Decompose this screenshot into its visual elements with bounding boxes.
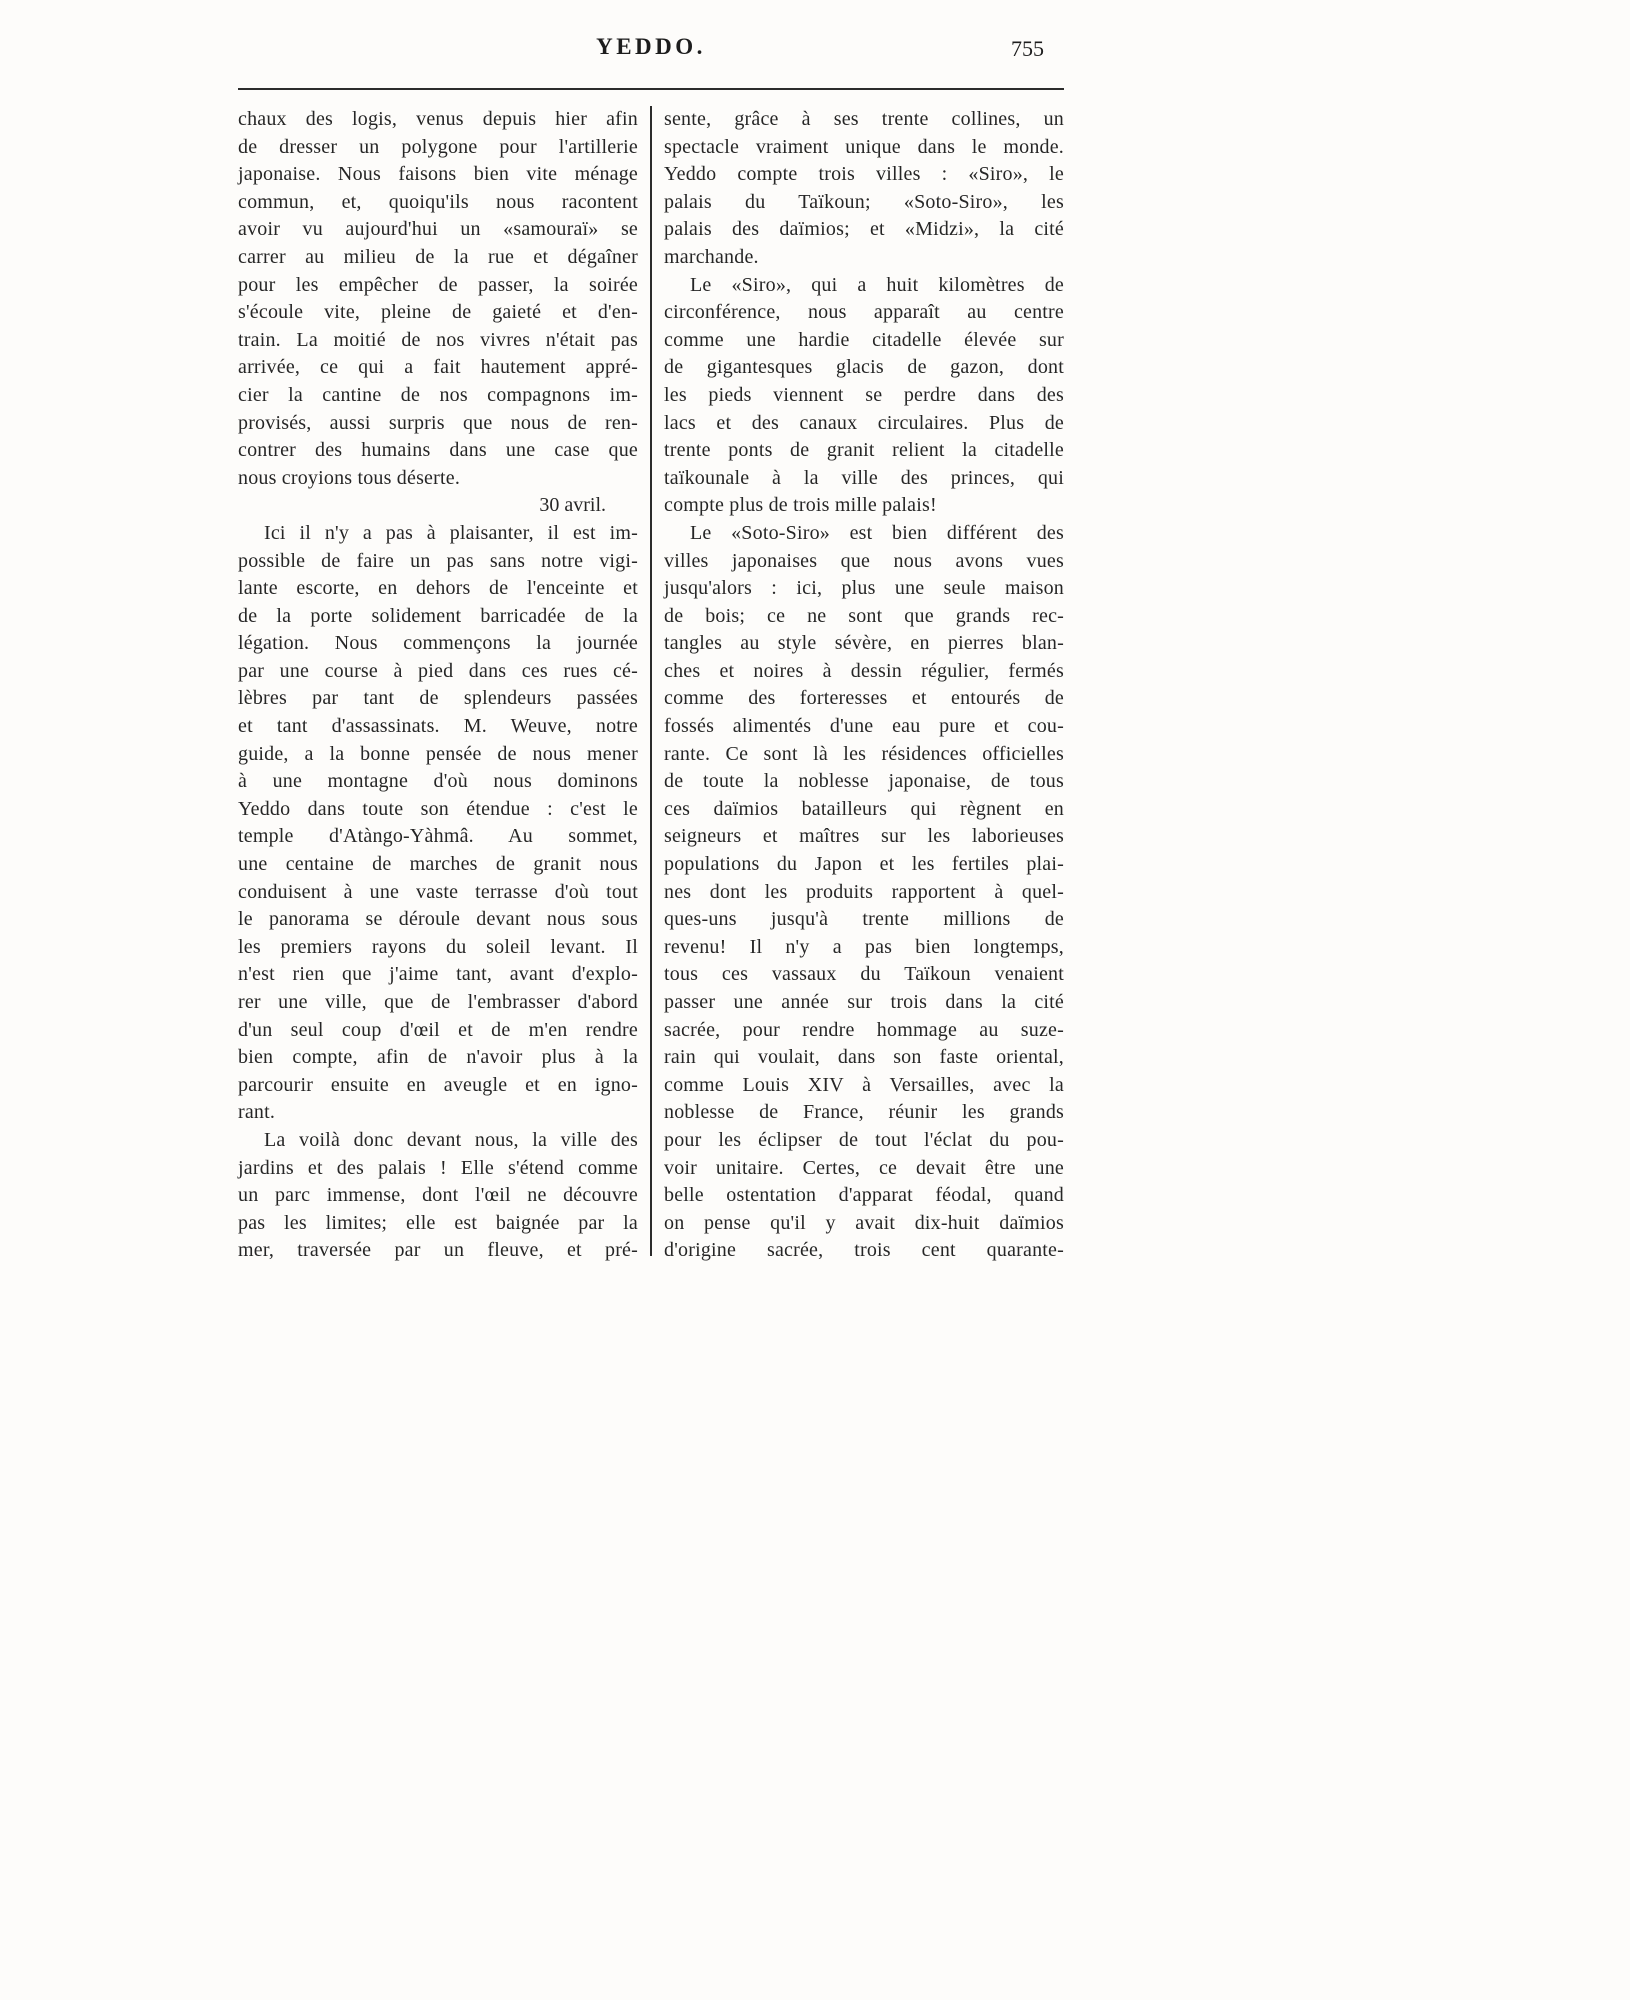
text-line: palais du Taïkoun; «Soto-Siro», les: [664, 190, 1064, 213]
text-line: rant.: [238, 1101, 276, 1124]
text-line: par une course à pied dans ces rues cé-: [238, 659, 638, 682]
text-line: compte plus de trois mille palais!: [664, 494, 937, 517]
text-line: comme une hardie citadelle élevée sur: [664, 328, 1064, 351]
text-line: voir unitaire. Certes, ce devait être une: [664, 1156, 1064, 1179]
text-line: belle ostentation d'apparat féodal, quand: [664, 1184, 1064, 1207]
text-line: guide, a la bonne pensée de nous mener: [238, 742, 638, 765]
text-line: mer, traversée par un fleuve, et pré-: [238, 1239, 638, 1262]
text-line: nes dont les produits rapportent à quel-: [664, 880, 1064, 903]
page-number: 755: [1011, 36, 1044, 61]
text-line: tangles au style sévère, en pierres blan-: [664, 632, 1064, 655]
dateline: 30 avril.: [539, 494, 606, 517]
text-line: conduisent à une vaste terrasse d'où tout: [238, 880, 638, 903]
text-line: d'origine sacrée, trois cent quarante-: [664, 1239, 1064, 1262]
text-line: rante. Ce sont là les résidences officielles: [664, 742, 1064, 765]
text-line: ches et noires à dessin régulier, fermés: [664, 659, 1064, 682]
text-line: sacrée, pour rendre hommage au suze-: [664, 1018, 1064, 1041]
text-line: rain qui voulait, dans son faste oriental,: [664, 1046, 1064, 1069]
column-gap: [638, 106, 664, 1265]
text-line: train. La moitié de nos vivres n'était pas: [238, 328, 638, 351]
text-line: passer une année sur trois dans la cité: [664, 991, 1064, 1013]
text-line: carrer au milieu de la rue et dégaîner: [238, 245, 638, 268]
text-line: de toute la noblesse japonaise, de tous: [664, 770, 1064, 793]
text-line: seigneurs et maîtres sur les laborieuses: [664, 825, 1064, 848]
text-line: comme Louis XIV à Versailles, avec la: [664, 1073, 1064, 1096]
text-line: sente, grâce à ses trente collines, un: [664, 108, 1064, 130]
text-line: de gigantesques glacis de gazon, dont: [664, 356, 1064, 379]
text-line: une centaine de marches de granit nous: [238, 853, 638, 876]
text-line: palais des daïmios; et «Midzi», la cité: [664, 218, 1064, 241]
text-line: Yeddo compte trois villes : «Siro», le: [664, 163, 1064, 186]
paragraph: [664, 106, 1064, 272]
text-line: villes japonaises que nous avons vues: [664, 549, 1064, 572]
text-line: commun, et, quoiqu'ils nous racontent: [238, 190, 638, 213]
text-line: le panorama se déroule devant nous sous: [238, 908, 638, 931]
text-line: noblesse de France, réunir les grands: [664, 1101, 1064, 1124]
text-line: marchande.: [664, 245, 759, 268]
text-line: fossés alimentés d'une eau pure et cou-: [664, 715, 1064, 738]
text-line: un parc immense, dont l'œil ne découvre: [238, 1184, 638, 1207]
text-line: provisés, aussi surpris que nous de ren-: [238, 411, 638, 434]
text-line: Le «Siro», qui a huit kilomètres de: [690, 273, 1064, 296]
page-header: [238, 34, 1064, 66]
running-title: YEDDO.: [596, 34, 706, 59]
text-line: La voilà donc devant nous, la ville des: [264, 1128, 638, 1151]
text-line: Le «Soto-Siro» est bien différent des: [690, 521, 1064, 544]
paragraph: [238, 106, 638, 492]
text-line: taïkounale à la ville des princes, qui: [664, 466, 1064, 489]
text-line: lante escorte, en dehors de l'enceinte et: [238, 577, 638, 600]
header-rule: [238, 88, 1064, 90]
text-line: chaux des logis, venus depuis hier afin: [238, 108, 638, 130]
text-line: spectacle vraiment unique dans le monde.: [664, 135, 1064, 158]
paragraph: [238, 1127, 638, 1265]
text-line: à une montagne d'où nous dominons: [238, 770, 638, 793]
text-line: japonaise. Nous faisons bien vite ménage: [238, 163, 638, 186]
column-divider: [650, 106, 652, 1256]
text-line: populations du Japon et les fertiles plai-: [664, 853, 1064, 876]
text-line: nous croyions tous déserte.: [238, 466, 461, 489]
right-column: [664, 106, 1064, 1265]
text-line: n'est rien que j'aime tant, avant d'explo-: [238, 963, 638, 986]
text-line: parcourir ensuite en aveugle et en igno-: [238, 1073, 638, 1096]
text-line: de dresser un polygone pour l'artillerie: [238, 135, 638, 158]
text-line: revenu! Il n'y a pas bien longtemps,: [664, 935, 1064, 958]
text-line: arrivée, ce qui a fait hautement appré-: [238, 356, 638, 379]
text-line: on pense qu'il y avait dix-huit daïmios: [664, 1211, 1064, 1234]
text-line: rer une ville, que de l'embrasser d'abord: [238, 991, 638, 1013]
text-line: pas les limites; elle est baignée par la: [238, 1211, 638, 1234]
text-line: possible de faire un pas sans notre vigi-: [238, 549, 638, 572]
paragraph: [664, 272, 1064, 520]
text-line: et tant d'assassinats. M. Weuve, notre: [238, 715, 638, 738]
text-line: Yeddo dans toute son étendue : c'est le: [238, 797, 638, 820]
text-line: contrer des humains dans une case que: [238, 439, 638, 462]
text-line: les pieds viennent se perdre dans des: [664, 383, 1064, 406]
paragraph: [238, 520, 638, 1127]
text-line: pour les empêcher de passer, la soirée: [238, 273, 638, 296]
text-line: lèbres par tant de splendeurs passées: [238, 687, 638, 710]
text-line: comme des forteresses et entourés de: [664, 687, 1064, 710]
text-line: ces daïmios batailleurs qui règnent en: [664, 797, 1064, 820]
text-line: ques-uns jusqu'à trente millions de: [664, 908, 1064, 931]
text-line: jardins et des palais ! Elle s'étend comme: [238, 1156, 638, 1179]
left-column: [238, 106, 638, 1265]
text-line: légation. Nous commençons la journée: [238, 632, 638, 655]
text-line: jusqu'alors : ici, plus une seule maison: [664, 577, 1064, 600]
text-block: [238, 106, 1064, 1265]
text-line: avoir vu aujourd'hui un «samouraï» se: [238, 218, 638, 241]
text-line: Ici il n'y a pas à plaisanter, il est im-: [264, 521, 638, 544]
text-line: pour les éclipser de tout l'éclat du pou-: [664, 1128, 1064, 1151]
text-line: bien compte, afin de n'avoir plus à la: [238, 1046, 638, 1069]
text-line: de bois; ce ne sont que grands rec-: [664, 604, 1064, 627]
text-line: lacs et des canaux circulaires. Plus de: [664, 411, 1064, 434]
paragraph: [664, 520, 1064, 1265]
text-line: cier la cantine de nos compagnons im-: [238, 383, 638, 406]
text-line: de la porte solidement barricadée de la: [238, 604, 638, 627]
text-line: trente ponts de granit relient la citadelle: [664, 439, 1064, 462]
text-line: tous ces vassaux du Taïkoun venaient: [664, 963, 1064, 986]
text-line: temple d'Atàngo-Yàhmâ. Au sommet,: [238, 825, 638, 848]
text-line: s'écoule vite, pleine de gaieté et d'en-: [238, 301, 638, 324]
text-line: d'un seul coup d'œil et de m'en rendre: [238, 1018, 638, 1041]
text-line: les premiers rayons du soleil levant. Il: [238, 935, 638, 958]
text-line: circonférence, nous apparaît au centre: [664, 301, 1064, 324]
